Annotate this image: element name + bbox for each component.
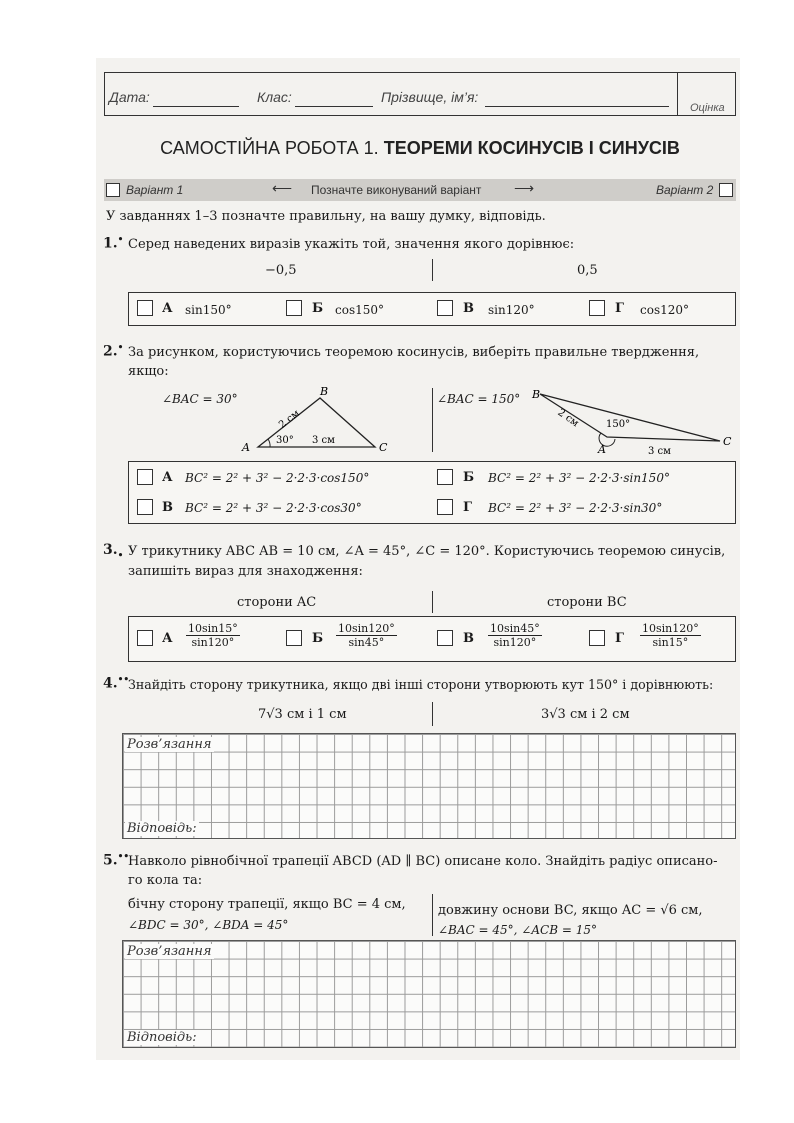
q4-variant-1-value: 7√3 см і 1 см xyxy=(258,707,347,722)
variant-2-checkbox[interactable] xyxy=(719,183,733,197)
q3-option-b-denominator: sin45° xyxy=(348,636,385,649)
variant-divider xyxy=(432,259,433,281)
q5-text-line2: го кола та: xyxy=(128,873,203,888)
q4-solution-label: Розв’язання xyxy=(127,737,212,752)
q2-option-b-checkbox[interactable] xyxy=(437,469,453,485)
q1-option-a-checkbox[interactable] xyxy=(137,300,153,316)
q4-variant-2-value: 3√3 см і 2 см xyxy=(541,707,630,722)
q5-number xyxy=(103,852,129,869)
q2-number-text: 2. xyxy=(103,343,118,360)
q1-option-b-checkbox[interactable] xyxy=(286,300,302,316)
name-label: Прізвище, ім’я: xyxy=(381,89,479,105)
q5-solution-grid[interactable] xyxy=(122,940,736,1048)
variant-2-label: Варіант 2 xyxy=(656,183,714,197)
arrow-right-icon: ⟶ xyxy=(514,180,535,196)
q3-difficulty-mark: • xyxy=(117,550,124,561)
fig1-side-ac: 3 см xyxy=(312,435,335,446)
fig1-angle: 30° xyxy=(276,435,294,446)
q1-option-b-letter: Б xyxy=(312,301,324,316)
variant-divider xyxy=(432,591,433,613)
q1-difficulty-mark: • xyxy=(117,235,124,245)
q3-option-b-fraction xyxy=(336,622,397,649)
q3-variant-2-value: сторони BC xyxy=(547,595,627,610)
q2-difficulty-mark: • xyxy=(117,343,124,353)
fig2-side-ab: 2 см xyxy=(555,407,581,430)
q3-option-c-numerator: 10sin45° xyxy=(490,622,540,635)
q4-number-text: 4. xyxy=(103,675,118,692)
q5-number-text: 5. xyxy=(103,852,118,869)
q3-option-a-fraction xyxy=(186,622,240,649)
q5-difficulty-mark: •• xyxy=(117,852,130,862)
q4-text: Знайдіть сторону трикутника, якщо дві інші сторони утворюють кут 150° і дорівнюють: xyxy=(128,677,714,692)
q3-text-line1: У трикутнику ABC AB = 10 см, ∠A = 45°, ∠C = 120°. Користуючись теоремою синусів, xyxy=(128,544,726,559)
q1-option-c-checkbox[interactable] xyxy=(437,300,453,316)
q1-number xyxy=(103,235,123,252)
q1-number-text: 1. xyxy=(103,235,118,252)
q3-option-d-fraction xyxy=(640,622,701,649)
page-title xyxy=(104,138,736,159)
q2-option-d-checkbox[interactable] xyxy=(437,499,453,515)
q2-text-line1: За рисунком, користуючись теоремою косинусів, виберіть правильне твердження, xyxy=(128,345,700,360)
q3-option-a-numerator: 10sin15° xyxy=(188,622,238,635)
fig1-vertex-c: C xyxy=(379,441,388,454)
q3-option-d-numerator: 10sin120° xyxy=(642,622,699,635)
q3-option-b-checkbox[interactable] xyxy=(286,630,302,646)
fig2-vertex-b: B xyxy=(532,388,541,401)
fig2-side-ac: 3 см xyxy=(648,446,671,457)
instructions: У завданнях 1–3 позначте правильну, на вашу думку, відповідь. xyxy=(106,209,546,224)
q5-solution-label: Розв’язання xyxy=(127,944,212,959)
variant-instruction: Позначте виконуваний варіант xyxy=(311,183,482,197)
q2-option-c-text: BC² = 2² + 3² − 2·2·3·cos30° xyxy=(185,501,362,515)
variant-divider xyxy=(432,388,433,452)
q3-option-c-checkbox[interactable] xyxy=(437,630,453,646)
q3-option-d-checkbox[interactable] xyxy=(589,630,605,646)
q1-option-d-text: cos120° xyxy=(640,303,690,317)
q3-option-b-letter: Б xyxy=(312,631,324,646)
variant-divider xyxy=(432,894,433,936)
fig2-vertex-a: A xyxy=(598,443,606,456)
q3-option-a-denominator: sin120° xyxy=(191,636,235,649)
q2-option-a-checkbox[interactable] xyxy=(137,469,153,485)
q5-variant-1-line2: ∠BDC = 30°, ∠BDA = 45° xyxy=(128,918,289,932)
variant-1-label: Варіант 1 xyxy=(126,183,184,197)
q1-option-b-text: cos150° xyxy=(335,303,385,317)
q1-variant-2-value: 0,5 xyxy=(577,263,598,278)
variant-divider xyxy=(432,702,433,726)
class-field[interactable] xyxy=(295,106,373,107)
class-label: Клас: xyxy=(257,89,292,105)
variant-1-checkbox[interactable] xyxy=(106,183,120,197)
q2-option-a-letter: А xyxy=(162,470,173,485)
fig1-vertex-b: B xyxy=(320,385,329,398)
q4-solution-grid[interactable] xyxy=(122,733,736,839)
fig1-side-ab: 2 см xyxy=(277,408,302,431)
q3-option-c-fraction xyxy=(488,622,542,649)
q1-option-c-text: sin120° xyxy=(488,303,535,317)
q1-option-a-text: sin150° xyxy=(185,303,232,317)
name-field[interactable] xyxy=(485,106,669,107)
q2-option-c-letter: В xyxy=(162,500,173,515)
q3-number xyxy=(103,542,123,561)
triangle-figure-1 xyxy=(240,385,390,457)
q2-option-b-letter: Б xyxy=(463,470,475,485)
q2-number xyxy=(103,343,123,360)
date-field[interactable] xyxy=(153,106,239,107)
q3-option-d-letter: Г xyxy=(615,631,624,646)
q3-option-d-denominator: sin15° xyxy=(652,636,689,649)
q1-option-a-letter: А xyxy=(162,301,173,316)
q3-option-a-letter: А xyxy=(162,631,173,646)
q2-right-condition: ∠BAC = 150° xyxy=(437,392,521,406)
q1-option-c-letter: В xyxy=(463,301,474,316)
q1-text: Серед наведених виразів укажіть той, значення якого дорівнює: xyxy=(128,237,575,252)
q3-option-a-checkbox[interactable] xyxy=(137,630,153,646)
q2-option-d-letter: Г xyxy=(463,500,472,515)
q2-option-b-text: BC² = 2² + 3² − 2·2·3·sin150° xyxy=(488,471,670,485)
q3-number-text: 3. xyxy=(103,542,118,558)
q1-option-d-checkbox[interactable] xyxy=(589,300,605,316)
title-main: ТЕОРЕМИ КОСИНУСІВ І СИНУСІВ xyxy=(383,138,680,158)
date-label: Дата: xyxy=(109,89,150,105)
q4-difficulty-mark: •• xyxy=(117,675,130,685)
q1-option-d-letter: Г xyxy=(615,301,624,316)
fig2-angle: 150° xyxy=(606,419,631,430)
q5-text-line1: Навколо рівнобічної трапеції ABCD (AD ∥ BC) описане коло. Знайдіть радіус описано- xyxy=(128,854,718,869)
q5-variant-2-line2: ∠BAC = 45°, ∠ACB = 15° xyxy=(438,923,597,937)
q4-number xyxy=(103,675,129,692)
q3-option-b-numerator: 10sin120° xyxy=(338,622,395,635)
q2-option-d-text: BC² = 2² + 3² − 2·2·3·sin30° xyxy=(488,501,663,515)
triangle-figure-2 xyxy=(530,385,740,457)
arrow-left-icon: ⟵ xyxy=(272,180,293,196)
q2-left-condition: ∠BAC = 30° xyxy=(162,392,238,406)
fig2-vertex-c: C xyxy=(723,435,732,448)
q3-text-line2: запишіть вираз для знаходження: xyxy=(128,564,363,579)
q1-variant-1-value: −0,5 xyxy=(265,263,297,278)
q3-variant-1-value: сторони AC xyxy=(237,595,317,610)
grade-label: Оцінка xyxy=(690,102,725,114)
q3-option-c-letter: В xyxy=(463,631,474,646)
q5-answer-label: Відповідь: xyxy=(127,1030,197,1045)
q5-variant-1-line1: бічну сторону трапеції, якщо BC = 4 см, xyxy=(128,897,406,912)
title-prefix: САМОСТІЙНА РОБОТА 1. xyxy=(160,138,379,158)
header-box xyxy=(104,72,736,116)
fig1-vertex-a: A xyxy=(242,441,250,454)
q5-variant-2-line1: довжину основи BC, якщо AC = √6 см, xyxy=(438,903,703,918)
q2-option-a-text: BC² = 2² + 3² − 2·2·3·cos150° xyxy=(185,471,370,485)
q2-option-c-checkbox[interactable] xyxy=(137,499,153,515)
q3-option-c-denominator: sin120° xyxy=(493,636,537,649)
q2-text-line2: якщо: xyxy=(128,364,169,379)
q4-answer-label: Відповідь: xyxy=(127,821,197,836)
